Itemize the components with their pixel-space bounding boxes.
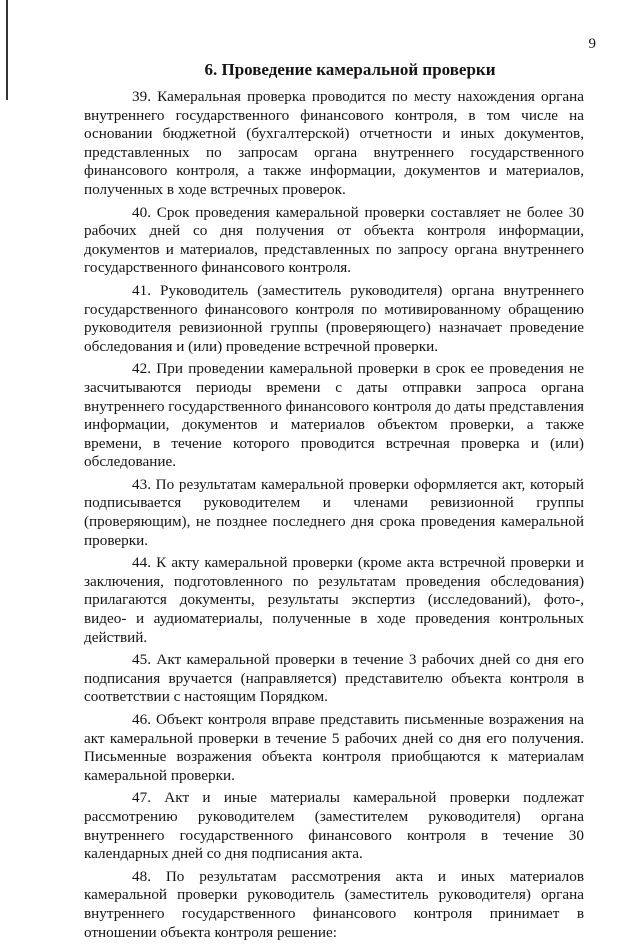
paragraph-40: 40. Срок проведения камеральной проверки составляет не более 30 рабочих дней со дня получения от объекта контроля информации, документов и материалов, представленных по запросу органа внутреннего государственного финансового контроля.	[84, 203, 584, 277]
paragraph-41: 41. Руководитель (заместитель руководителя) органа внутреннего государственного финансового контроля по мотивированному обращению руководителя ревизионной группы (проверяющего) назначает проведение обследования и (или) проведение встречной проверки.	[84, 281, 584, 355]
page-number: 9	[588, 36, 596, 52]
paragraph-42: 42. При проведении камеральной проверки в срок ее проведения не засчитываются периоды времени с даты отправки запроса органа внутреннего государственного финансового контроля до даты представления информации, документов и материалов объектом проверки, а также времени, в течение которого проводится встречная проверка и (или) обследование.	[84, 360, 584, 471]
scan-edge-line	[6, 0, 8, 100]
paragraph-47: 47. Акт и иные материалы камеральной проверки подлежат рассмотрению руководителем (заместителем руководителя) органа внутреннего государственного финансового контроля в течение 30 календарных дней со дня подписания акта.	[84, 789, 584, 863]
paragraph-45: 45. Акт камеральной проверки в течение 3 рабочих дней со дня его подписания вручается (направляется) представителю объекта контроля в соответствии с настоящим Порядком.	[84, 651, 584, 706]
paragraph-46: 46. Объект контроля вправе представить письменные возражения на акт камеральной проверки в течение 5 рабочих дней со дня его получения. Письменные возражения объекта контроля приобщаются к материалам камеральной проверки.	[84, 711, 584, 784]
paragraph-39: 39. Камеральная проверка проводится по месту нахождения органа внутреннего государственного финансового контроля, в том числе на основании бюджетной (бухгалтерской) отчетности и иных документов, представленных по запросам органа внутреннего государственного финансового контроля, а также информации, документов и материалов, полученных в ходе встречных проверок.	[84, 88, 584, 198]
document-body	[84, 88, 584, 946]
paragraph-48: 48. По результатам рассмотрения акта и иных материалов камеральной проверки руководитель (заместитель руководителя) органа внутреннего государственного финансового контроля принимает в отношении объекта контроля решение:	[84, 867, 584, 941]
paragraph-44: 44. К акту камеральной проверки (кроме акта встречной проверки и заключения, подготовленного по результатам проведения обследования) прилагаются документы, результаты экспертиз (исследований), фото-, видео- и аудиоматериалы, полученные в ходе проведения контрольных действий.	[84, 554, 584, 646]
section-title: 6. Проведение камеральной проверки	[204, 60, 496, 79]
paragraph-43: 43. По результатам камеральной проверки оформляется акт, который подписывается руководителем и членами ревизионной группы (проверяющим), не позднее последнего дня срока проведения камеральной проверки.	[84, 475, 584, 549]
